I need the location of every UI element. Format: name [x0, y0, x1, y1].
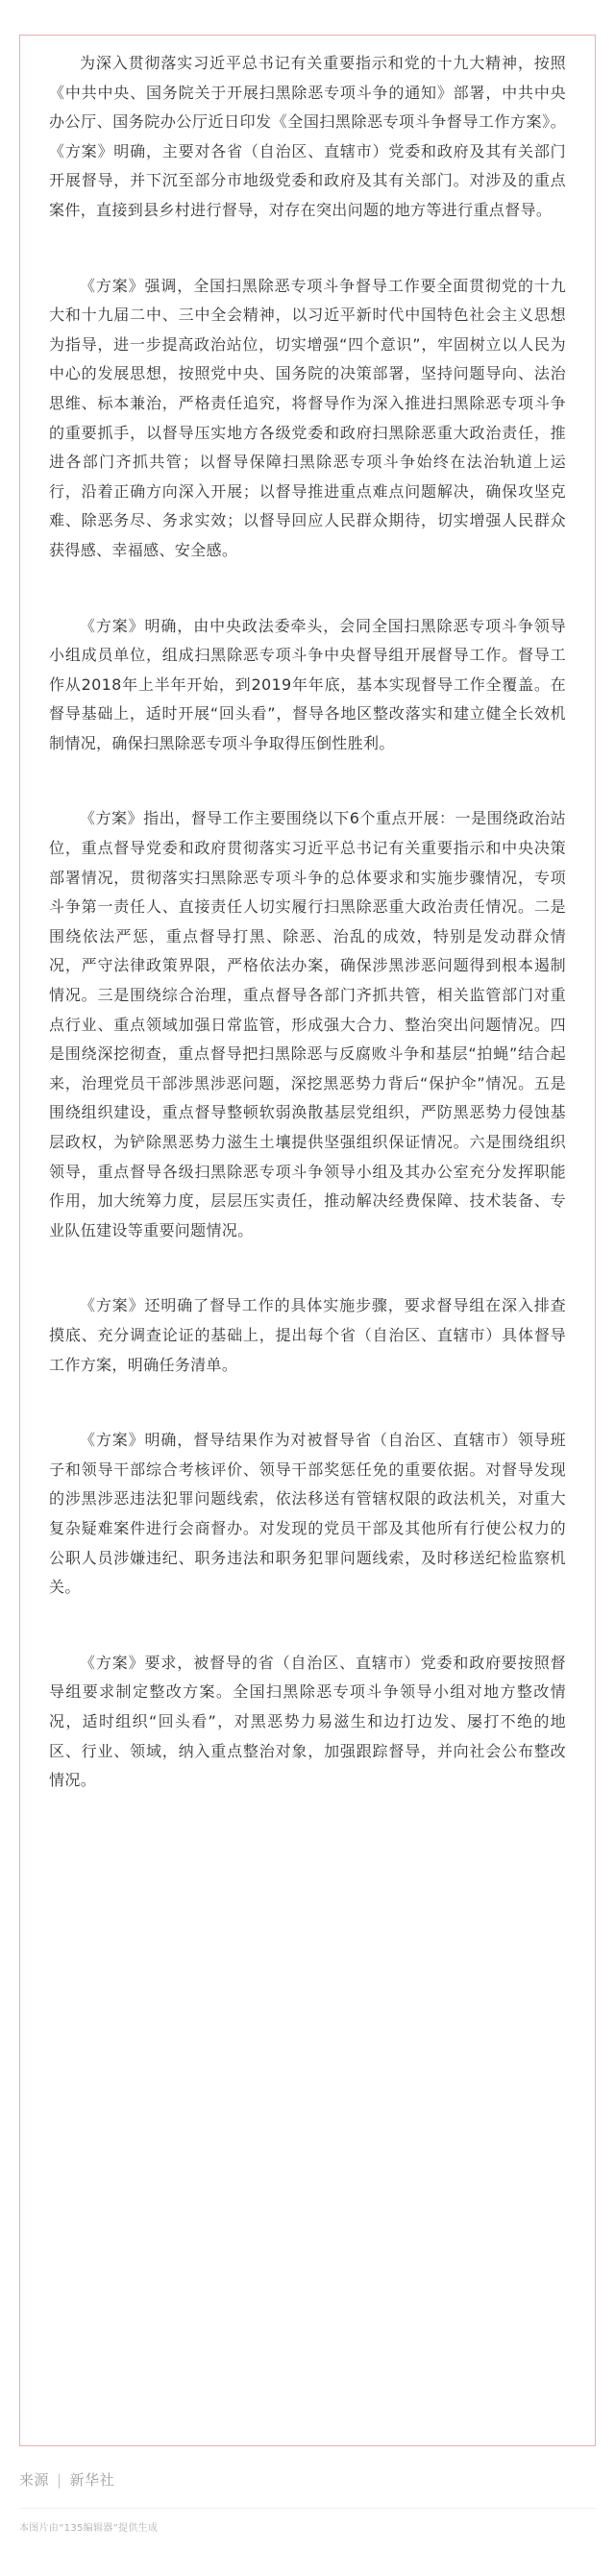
editor-credit: 本图片由“135编辑器”提供生成 [19, 2523, 159, 2534]
article-paragraph-1: 为深入贯彻落实习近平总书记有关重要指示和党的十九大精神，按照《中共中央、国务院关于开展扫黑除恶专项斗争的通知》部署，中共中央办公厅、国务院办公厅近日印发《全国扫黑除恶专项斗争督导工作方案》。《方案》明确，主要对各省（自治区、直辖市）党委和政府及其有关部门开展督导，并下沉至部分市地级党委和政府及其有关部门。对涉及的重点案件，直接到县乡村进行督导，对存在突出问题的地方等进行重点督导。 [49, 54, 566, 219]
article-paragraph-4: 《方案》指出，督导工作主要围绕以下6个重点开展：一是围绕政治站位，重点督导党委和政府贯彻落实习近平总书记有关重要指示和中央决策部署情况，贯彻落实扫黑除恶专项斗争的总体要求和实施步骤情况，专项斗争第一责任人、直接责任人切实履行扫黑除恶重大政治责任情况。二是围绕依法严惩，重点督导打黑、除恶、治乱的成效，特别是发动群众情况，严守法律政策界限，严格依法办案，确保涉黑涉恶问题得到根本遏制情况。三是围绕综合治理，重点督导各部门齐抓共管，相关监管部门对重点行业、重点领域加强日常监管，形成强大合力、整治突出问题情况。四是围绕深挖彻查，重点督导把扫黑除恶与反腐败斗争和基层“拍蝇”结合起来，治理党员干部涉黑涉恶问题，深挖黑恶势力背后“保护伞”情况。五是围绕组织建设，重点督导整顿软弱涣散基层党组织，严防黑恶势力侵蚀基层政权，为铲除黑恶势力滋生土壤提供坚强组织保证情况。六是围绕组织领导，重点督导各级扫黑除恶专项斗争领导小组及其办公室充分发挥职能作用，加大统筹力度，层层压实责任，推动解决经费保障、技术装备、专业队伍建设等重要问题情况。 [49, 809, 566, 1239]
article-paragraph-2: 《方案》强调，全国扫黑除恶专项斗争督导工作要全面贯彻党的十九大和十九届二中、三中全会精神，以习近平新时代中国特色社会主义思想为指导，进一步提高政治站位，切实增强“四个意识”，牢固树立以人民为中心的发展思想，按照党中央、国务院的决策部署，坚持问题导向、法治思维、标本兼治，严格责任追究，将督导作为深入推进扫黑除恶专项斗争的重要抓手，以督导压实地方各级党委和政府扫黑除恶重大政治责任，推进各部门齐抓共管；以督导保障扫黑除恶专项斗争始终在法治轨道上运行，沿着正确方向深入开展；以督导推进重点难点问题解决，确保攻坚克难、除恶务尽、务求实效；以督导回应人民群众期待，切实增强人民群众获得感、幸福感、安全感。 [49, 276, 566, 559]
footer-divider [19, 2508, 596, 2509]
article-frame [19, 35, 596, 2446]
source-name: 新华社 [69, 2471, 115, 2489]
source-separator: | [57, 2471, 62, 2489]
article-paragraph-3: 《方案》明确，由中央政法委牵头，会同全国扫黑除恶专项斗争领导小组成员单位，组成扫黑除恶专项斗争中央督导组开展督导工作。督导工作从2018年上半年开始，到2019年年底，基本实现督导工作全覆盖。在督导基础上，适时开展“回头看”，督导各地区整改落实和建立健全长效机制情况，确保扫黑除恶专项斗争取得压倒性胜利。 [49, 616, 566, 752]
article-paragraph-5: 《方案》还明确了督导工作的具体实施步骤，要求督导组在深入排查摸底、充分调查论证的基础上，提出每个省（自治区、直辖市）具体督导工作方案，明确任务清单。 [49, 1296, 566, 1374]
source-line [19, 2469, 114, 2490]
source-label: 来源 [19, 2471, 50, 2489]
article-paragraph-7: 《方案》要求，被督导的省（自治区、直辖市）党委和政府要按照督导组要求制定整改方案。全国扫黑除恶专项斗争领导小组对地方整改情况，适时组织“回头看”，对黑恶势力易滋生和边打边发、屡打不绝的地区、行业、领域，纳入重点整治对象，加强跟踪督导，并向社会公布整改情况。 [49, 1653, 566, 1790]
article-paragraph-6: 《方案》明确，督导结果作为对被督导省（自治区、直辖市）领导班子和领导干部综合考核评价、领导干部奖惩任免的重要依据。对督导发现的涉黑涉恶违法犯罪问题线索，依法移送有管辖权限的政法机关，对重大复杂疑难案件进行会商督办。对发现的党员干部及其他所有行使公权力的公职人员涉嫌违纪、职务违法和职务犯罪问题线索，及时移送纪检监察机关。 [49, 1431, 566, 1597]
